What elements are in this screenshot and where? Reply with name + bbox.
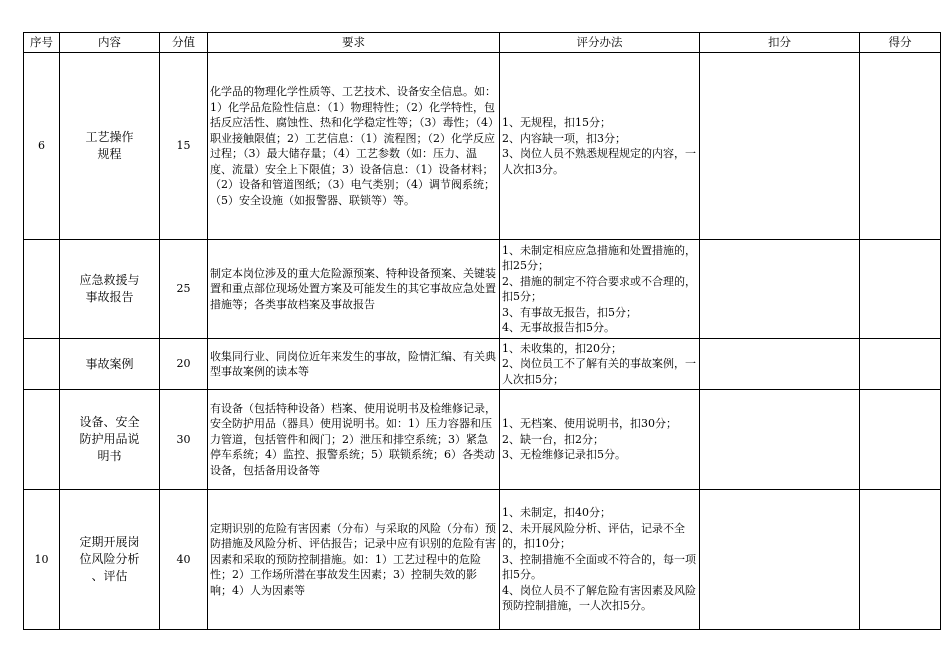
- table-row: [24, 53, 941, 240]
- cell-score: 25: [160, 240, 208, 339]
- cell-requirement: 收集同行业、同岗位近年来发生的事故，险情汇编、有关典型事故案例的读本等: [208, 339, 500, 390]
- header-deduct: 扣分: [700, 33, 860, 53]
- cell-method: 1、无档案、使用说明书，扣30分； 2、缺一台，扣2分； 3、无检维修记录扣5分。: [500, 390, 700, 490]
- scoring-table: [23, 32, 941, 630]
- cell-content: 事故案例: [60, 339, 160, 390]
- cell-gain[interactable]: [860, 53, 941, 240]
- header-requirement: 要求: [208, 33, 500, 53]
- cell-gain[interactable]: [860, 390, 941, 490]
- cell-requirement: 制定本岗位涉及的重大危险源预案、特种设备预案、关键装置和重点部位现场处置方案及可能发生的其它事故应急处置措施等；各类事故档案及事故报告: [208, 240, 500, 339]
- cell-deduct[interactable]: [700, 240, 860, 339]
- cell-score: 15: [160, 53, 208, 240]
- cell-no: [24, 339, 60, 390]
- cell-deduct[interactable]: [700, 339, 860, 390]
- cell-score: 30: [160, 390, 208, 490]
- cell-method: 1、无规程，扣15分； 2、内容缺一项，扣3分； 3、岗位人员不熟悉规程规定的内容，一人次扣3分。: [500, 53, 700, 240]
- header-gain: 得分: [860, 33, 941, 53]
- cell-requirement: 化学品的物理化学性质等、工艺技术、设备安全信息。如：1）化学品危险性信息：（1）物理特性；（2）化学特性，包括反应活性、腐蚀性、热和化学稳定性等；（3）毒性；（4）职业接触限值；2）工艺信息：（1）流程图；（2）化学反应过程；（3）最大储存量；（4）工艺参数（如：压力、温度、流量）安全上下限值；3）设备信息：（1）设备材料；（2）设备和管道图纸；（3）电气类别；（4）调节阀系统；（5）安全设施（如报警器、联锁等）等。: [208, 53, 500, 240]
- header-row: [24, 33, 941, 53]
- table-row: [24, 240, 941, 339]
- cell-gain[interactable]: [860, 490, 941, 630]
- header-score: 分值: [160, 33, 208, 53]
- cell-no: 10: [24, 490, 60, 630]
- cell-deduct[interactable]: [700, 390, 860, 490]
- header-no: 序号: [24, 33, 60, 53]
- cell-requirement: 定期识别的危险有害因素（分布）与采取的风险（分布）预防措施及风险分析、评估报告；记录中应有识别的危险有害因素和采取的预防控制措施。如：1）工艺过程中的危险性；2）工作场所潜在事故发生因素；3）控制失效的影响；4）人为因素等: [208, 490, 500, 630]
- cell-content: 定期开展岗 位风险分析 、评估: [60, 490, 160, 630]
- cell-gain[interactable]: [860, 240, 941, 339]
- cell-method: 1、未收集的，扣20分； 2、岗位员工不了解有关的事故案例，一人次扣5分；: [500, 339, 700, 390]
- cell-deduct[interactable]: [700, 53, 860, 240]
- cell-no: [24, 240, 60, 339]
- cell-requirement: 有设备（包括特种设备）档案、使用说明书及检维修记录，安全防护用品（器具）使用说明书。如：1）压力容器和压力管道，包括管件和阀门；2）泄压和排空系统；3）紧急停车系统；4）监控、报警系统；5）联锁系统；6）各类动设备，包括备用设备等: [208, 390, 500, 490]
- header-content: 内容: [60, 33, 160, 53]
- cell-method: 1、未制定，扣40分； 2、未开展风险分析、评估，记录不全的，扣10分； 3、控制措施不全面或不符合的，每一项扣5分。 4、岗位人员不了解危险有害因素及风险预防控制措施，一人次扣5分。: [500, 490, 700, 630]
- cell-no: [24, 390, 60, 490]
- cell-gain[interactable]: [860, 339, 941, 390]
- cell-method: 1、未制定相应应急措施和处置措施的，扣25分； 2、措施的制定不符合要求或不合理的，扣5分； 3、有事故无报告，扣5分； 4、无事故报告扣5分。: [500, 240, 700, 339]
- table-row: [24, 339, 941, 390]
- cell-content: 应急救援与 事故报告: [60, 240, 160, 339]
- cell-content: 工艺操作 规程: [60, 53, 160, 240]
- cell-score: 40: [160, 490, 208, 630]
- cell-deduct[interactable]: [700, 490, 860, 630]
- cell-score: 20: [160, 339, 208, 390]
- table-row: [24, 490, 941, 630]
- header-method: 评分办法: [500, 33, 700, 53]
- cell-content: 设备、安全 防护用品说 明书: [60, 390, 160, 490]
- table-row: [24, 390, 941, 490]
- cell-no: 6: [24, 53, 60, 240]
